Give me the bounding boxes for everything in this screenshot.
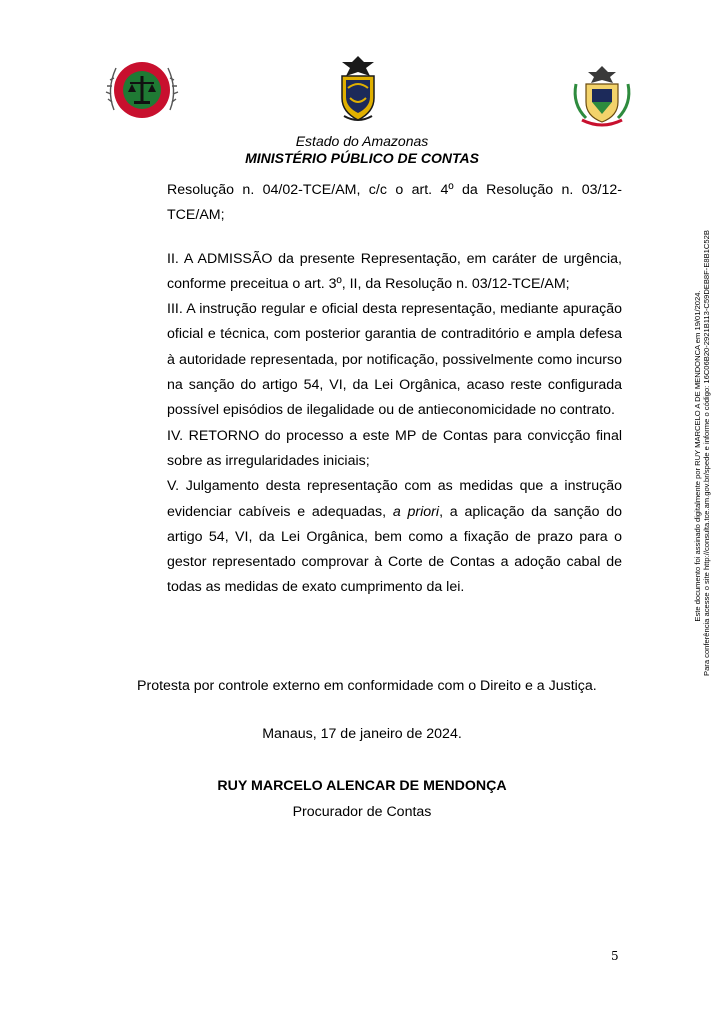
signer-role: Procurador de Contas xyxy=(292,804,432,820)
paragraph-resolution: Resolução n. 04/02-TCE/AM, c/c o art. 4º da Resolução n. 03/12-TCE/AM; xyxy=(167,182,622,224)
paragraph-item-iii: III. A instrução regular e oficial desta representação, mediante apuração oficial e técnica, com posterior garantia de contraditório e ampla defesa à autoridade representada, por notificação, possivelmente como incurso na sanção do artigo 54, VI, da Lei Orgânica, acaso reste configurada possível episódios de ilegalidade ou de antieconomicidade no contrato. xyxy=(167,301,622,419)
mp-contas-seal-icon xyxy=(104,58,180,122)
amazonas-coat-of-arms-icon xyxy=(334,54,382,124)
item-v-text-start: V. Julgamento desta representação com as medidas que a instrução evidenciar cabíveis e adequadas, xyxy=(167,478,622,520)
header-state: Estado do Amazonas xyxy=(295,133,429,149)
protest-statement: Protesta por controle externo em conformidade com o Direito e a Justiça. xyxy=(137,678,597,694)
header-organization: MINISTÉRIO PÚBLICO DE CONTAS xyxy=(245,150,479,166)
paragraph-item-iv: IV. RETORNO do processo a este MP de Contas para convicção final sobre as irregularidades iniciais; xyxy=(167,427,622,469)
tce-am-coat-of-arms-icon xyxy=(570,64,634,130)
digital-signature-stamp xyxy=(693,230,713,676)
page-number: 5 xyxy=(611,949,619,963)
signer-name: RUY MARCELO ALENCAR DE MENDONÇA xyxy=(217,778,507,794)
signature-stamp-line-2: Para conferência acesse o site http://consulta.tce.am.gov.br/spede e informe o código: 16C06B20-2921B113-C59DEB8F-E8B1C52B xyxy=(702,230,711,676)
item-v-text-end: , a aplicação da sanção do artigo 54, VI, da Lei Orgânica, bem como a fixação de prazo para o gestor representado comprovar à Corte de Contas a adoção cabal de todas as medidas de exato cumprimento da lei. xyxy=(167,503,623,596)
signature-stamp-line-1: Este documento foi assinado digitalmente por RUY MARCELO A DE MENDONCA em 19/01/2024. xyxy=(693,290,702,622)
paragraph-item-v xyxy=(167,474,622,600)
paragraph-item-ii: II. A ADMISSÃO da presente Representação, em caráter de urgência, conforme preceitua o art. 3º, II, da Resolução n. 03/12-TCE/AM; xyxy=(167,250,622,292)
place-and-date: Manaus, 17 de janeiro de 2024. xyxy=(262,726,462,742)
item-v-italic-term: a priori xyxy=(392,503,440,520)
document-body xyxy=(167,178,622,601)
